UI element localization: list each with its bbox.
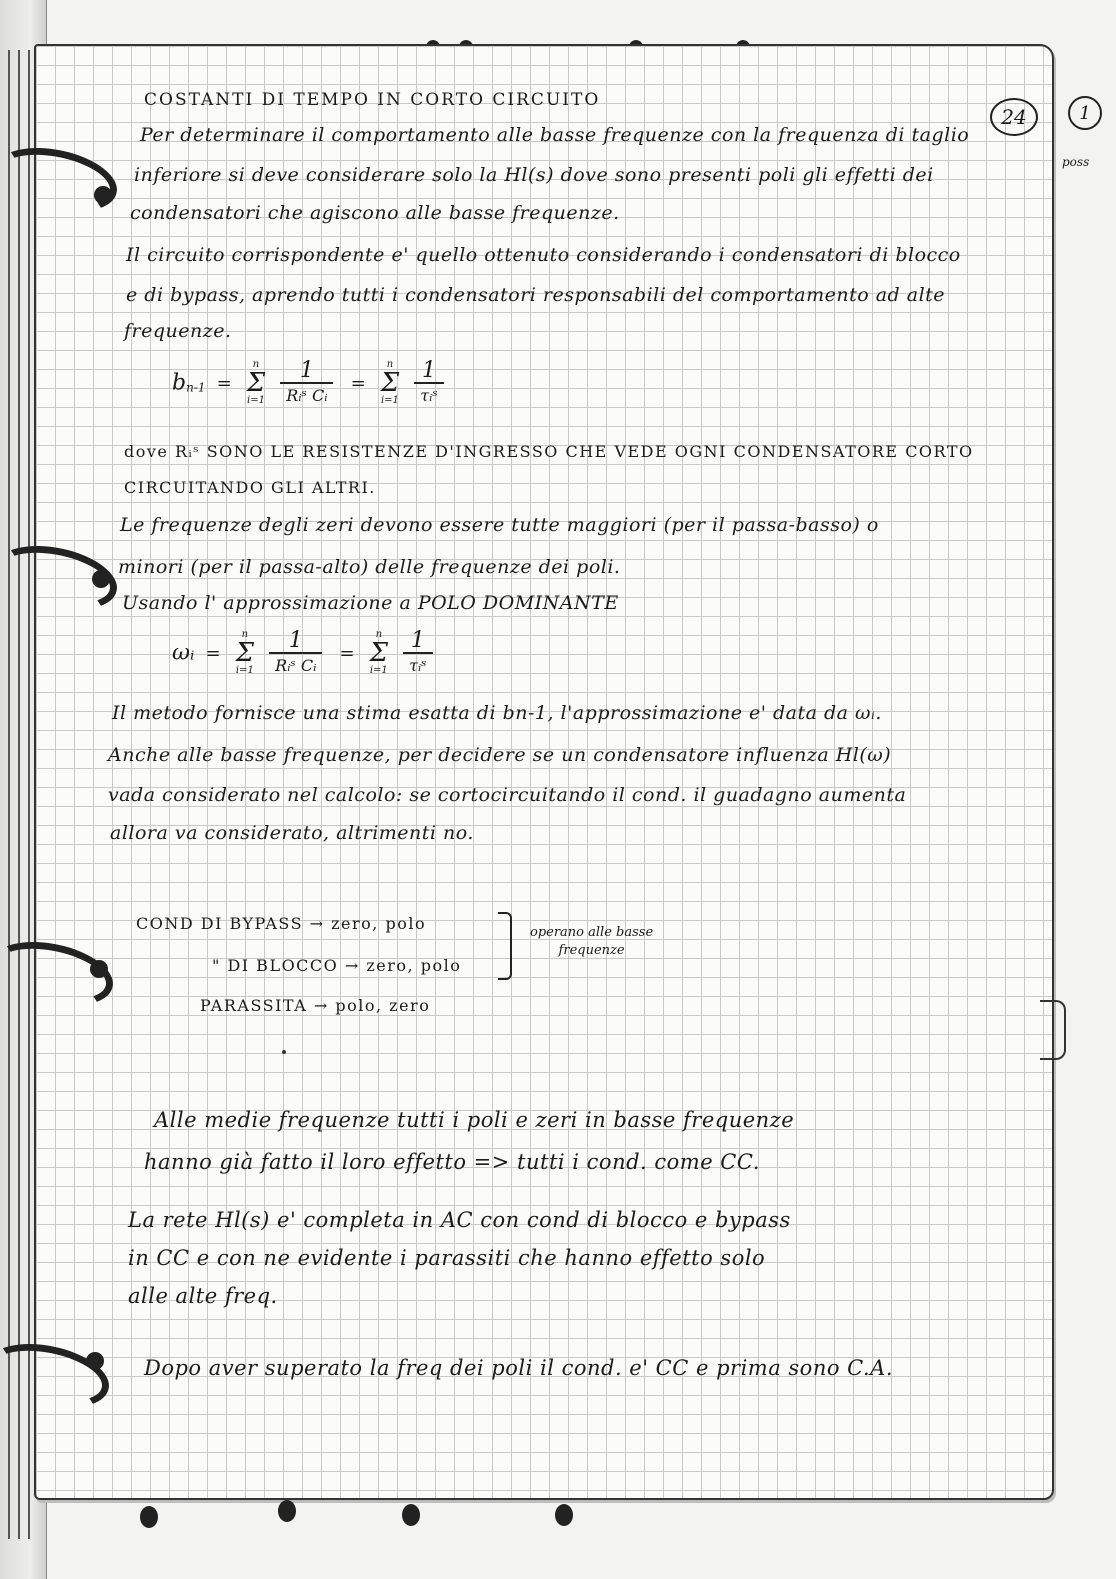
brace-note-line: frequenze [558,943,625,959]
formula-lhs-subscript: n-1 [186,380,206,395]
text-line: Le frequenze degli zeri devono essere tutte maggiori (per il passa-basso) o [120,514,879,536]
edge-mark [402,1504,420,1526]
equals-sign: = [205,642,221,664]
binder-line [8,50,10,1539]
text-line: Alle medie frequenze tutti i poli e zeri in basse frequenze [154,1108,795,1132]
formula-lhs: b [172,370,187,396]
punch-hole [92,570,110,588]
text-line: frequenze. [124,320,232,342]
fraction: $\frac{1}{\text{Rᵢˢ Cᵢ}}$ [269,630,322,675]
edge-mark [278,1500,296,1522]
margin-note: poss [1062,155,1090,169]
page-tab [1040,1000,1066,1060]
sum-symbol: n Σ i=1 [235,629,255,676]
edge-mark [555,1504,573,1526]
sum-symbol: n Σ i=1 [369,629,389,676]
formula-bn-1 [172,360,450,406]
text-line: condensatori che agiscono alle basse frequenze. [130,202,620,224]
summary-blocco: " DI BLOCCO → zero, polo [212,956,462,975]
sum-symbol: n Σ i=1 [380,359,400,406]
text-line: minori (per il passa-alto) delle frequenze dei poli. [118,556,621,578]
formula-lhs: ωᵢ [172,640,195,666]
text-line: Per determinare il comportamento alle basse frequenze con la frequenza di taglio [140,124,970,146]
page-number: 24 [990,98,1038,136]
punch-hole [86,1352,104,1370]
summary-parassita: PARASSITA → polo, zero [200,996,431,1015]
text-line: La rete Hl(s) e' completa in AC con cond di blocco e bypass [128,1208,791,1232]
text-line: Il circuito corrispondente e' quello ottenuto considerando i condensatori di blocco [126,244,961,266]
bottom-edge-marks [0,1500,1116,1530]
brace-note [530,924,653,960]
ink-dot [282,1050,286,1054]
binder-line [28,50,30,1539]
text-line: CIRCUITANDO GLI ALTRI. [124,478,376,497]
sheet-number: 1 [1068,96,1102,130]
text-line: alle alte freq. [128,1284,278,1308]
text-line: Il metodo fornisce una stima esatta di bn-1, l'approssimazione e' data da ωᵢ. [112,702,882,724]
punch-hole [90,960,108,978]
text-line: dove Rᵢˢ SONO LE RESISTENZE D'INGRESSO CHE VEDE OGNI CONDENSATORE CORTO [124,442,974,461]
fraction: $\frac{1}{\text{τᵢˢ}}$ [414,360,443,405]
brace-note-line: operano alle basse [530,925,654,940]
fraction: $\frac{1}{\text{Rᵢˢ Cᵢ}}$ [280,360,333,405]
binder-line [18,50,20,1539]
edge-mark [140,1506,158,1528]
sum-symbol: n Σ i=1 [246,359,266,406]
formula-omega-i [172,630,439,676]
text-line: e di bypass, aprendo tutti i condensatori responsabili del comportamento ad alte [126,284,946,306]
equals-sign: = [350,372,366,394]
text-line: allora va considerato, altrimenti no. [110,822,474,844]
text-line: Anche alle basse frequenze, per decidere se un condensatore influenza Hl(ω) [108,744,892,766]
text-line: Dopo aver superato la freq dei poli il cond. e' CC e prima sono C.A. [144,1356,894,1380]
equals-sign: = [216,372,232,394]
equals-sign: = [339,642,355,664]
page-title: COSTANTI DI TEMPO IN CORTO CIRCUITO [144,90,601,110]
text-line: hanno già fatto il loro effetto => tutti i cond. come CC. [144,1150,760,1174]
fraction: $\frac{1}{\text{τᵢˢ}}$ [403,630,432,675]
text-line: in CC e con ne evidente i parassiti che hanno effetto solo [128,1246,766,1270]
text-line: Usando l' approssimazione a POLO DOMINANTE [122,592,619,614]
text-line: vada considerato nel calcolo: se cortocircuitando il cond. il guadagno aumenta [108,784,907,806]
summary-bypass: COND DI BYPASS → zero, polo [136,914,427,933]
grouping-brace [498,912,512,980]
text-line: inferiore si deve considerare solo la Hl(s) dove sono presenti poli gli effetti dei [134,164,934,186]
punch-hole [94,186,112,204]
